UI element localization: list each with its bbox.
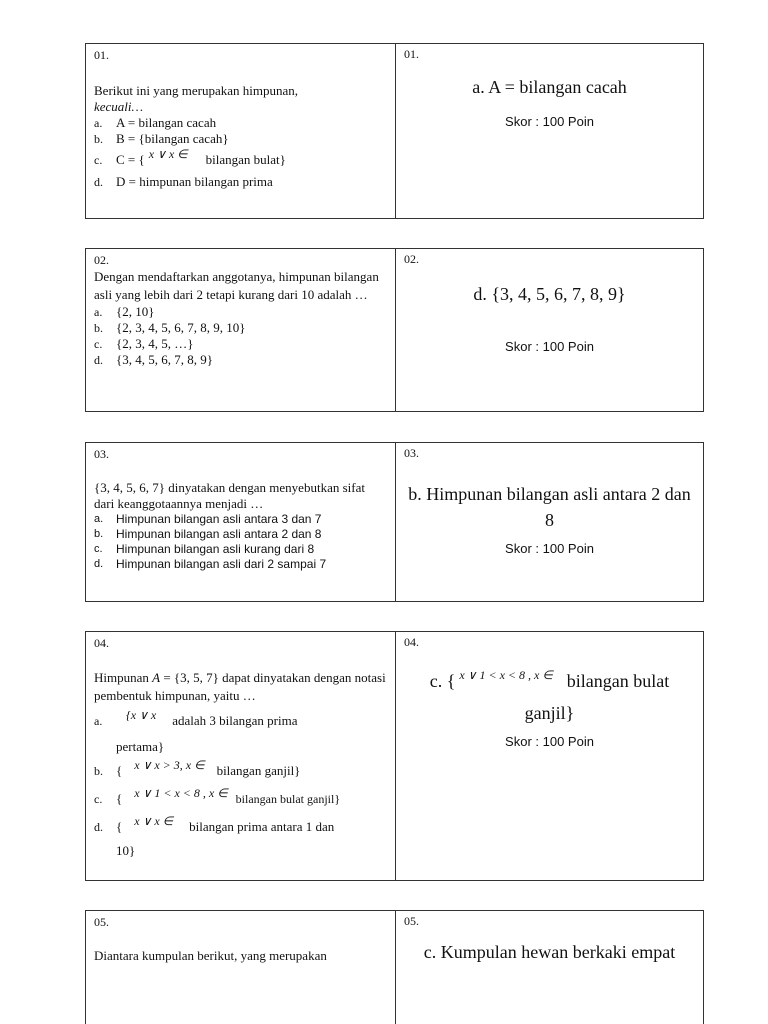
option-d: d. Himpunan bilangan asli dari 2 sampai 7: [94, 557, 327, 571]
question-cell: [86, 443, 396, 601]
answer-number: 05.: [404, 914, 419, 928]
answer-text: a. A = bilangan cacah: [472, 77, 627, 97]
question-cell: [86, 44, 396, 218]
question-text: Dengan mendaftarkan anggotanya, himpunan bilangan asli yang lebih dari 2 tetapi kurang dari 10 adalah …: [94, 269, 379, 302]
option-c: c. Himpunan bilangan asli kurang dari 8: [94, 542, 315, 556]
question-card-3: [85, 442, 704, 602]
option-a: a. A = bilangan cacah: [94, 115, 217, 130]
question-card-2: [85, 248, 704, 412]
option-b: b. Himpunan bilangan asli antara 2 dan 8: [94, 527, 322, 541]
question-cell: [86, 911, 396, 1024]
question-text: Berikut ini yang merupakan himpunan,: [94, 83, 298, 98]
option-d: d. { x ∨ x ∈ bilangan prima antara 1 dan: [94, 814, 335, 834]
answer-cell: [396, 44, 703, 218]
answer-number: 04.: [404, 635, 419, 649]
question-text: Himpunan A = {3, 5, 7} dapat dinyatakan dengan notasi pembentuk himpunan, yaitu …: [94, 670, 386, 703]
option-a: a. {2, 10}: [94, 304, 155, 319]
answer-number: 03.: [404, 446, 419, 460]
question-number: 05.: [94, 915, 109, 929]
question-text: Diantara kumpulan berikut, yang merupakan: [94, 948, 327, 963]
question-cell: [86, 249, 396, 411]
math-expression: x ∨ x ∈: [134, 814, 174, 828]
option-b: b. { x ∨ x > 3, x ∈ bilangan ganjil}: [94, 758, 301, 778]
option-c: c. { x ∨ 1 < x < 8 , x ∈ bilangan bulat ganjil}: [94, 786, 341, 806]
answer-cell: [396, 632, 703, 880]
question-number: 02.: [94, 253, 109, 267]
question-number: 04.: [94, 636, 109, 650]
option-a: a. {x ∨ x adalah 3 bilangan prima: [94, 708, 298, 728]
option-a: a. Himpunan bilangan asli antara 3 dan 7: [94, 512, 322, 526]
question-cell: [86, 632, 396, 880]
answer-cell: [396, 443, 703, 601]
question-number: 03.: [94, 447, 109, 461]
math-expression: x ∨ 1 < x < 8 , x ∈: [134, 786, 228, 800]
score-text: Skor : 100 Poin: [505, 734, 594, 749]
option-b: b. B = {bilangan cacah}: [94, 131, 229, 146]
answer-text: d. {3, 4, 5, 6, 7, 8, 9}: [473, 284, 626, 304]
option-d: d. {3, 4, 5, 6, 7, 8, 9}: [94, 352, 213, 367]
question-card-4: [85, 631, 704, 881]
score-text: Skor : 100 Poin: [505, 114, 594, 129]
option-c: c. C = { x ∨ x ∈ bilangan bulat}: [94, 147, 286, 167]
answer-cell: [396, 911, 703, 1024]
math-expression: x ∨ 1 < x < 8 , x ∈: [459, 668, 553, 682]
math-expression: x ∨ x > 3, x ∈: [134, 758, 205, 772]
option-d-cont: 10}: [116, 843, 136, 858]
answer-text: c. Kumpulan hewan berkaki empat: [423, 942, 676, 962]
answer-cell: [396, 249, 703, 411]
answer-text: b. Himpunan bilangan asli antara 2 dan 8: [408, 484, 691, 530]
math-expression: x ∨ x ∈: [148, 147, 188, 161]
question-text: {3, 4, 5, 6, 7} dinyatakan dengan menyebutkan sifat dari keanggotaannya menjadi …: [94, 480, 365, 511]
option-a-cont: pertama}: [116, 739, 165, 754]
math-expression: {x ∨ x: [126, 708, 157, 722]
score-text: Skor : 100 Poin: [505, 339, 594, 354]
question-card-5: [85, 910, 704, 1024]
answer-text-cont: ganjil}: [524, 703, 575, 723]
answer-number: 02.: [404, 252, 419, 266]
question-text-italic: kecuali…: [94, 99, 144, 114]
answer-text: c. { $^{x \vee 1 < x < 8 , x \in}$ bilangan bulat: [429, 668, 670, 691]
option-c: c. {2, 3, 4, 5, …}: [94, 336, 194, 351]
question-number: 01.: [94, 48, 109, 62]
score-text: Skor : 100 Poin: [505, 541, 594, 556]
option-d: d. D = himpunan bilangan prima: [94, 174, 273, 189]
question-card-1: [85, 43, 704, 219]
answer-number: 01.: [404, 47, 419, 61]
option-b: b. {2, 3, 4, 5, 6, 7, 8, 9, 10}: [94, 320, 246, 335]
